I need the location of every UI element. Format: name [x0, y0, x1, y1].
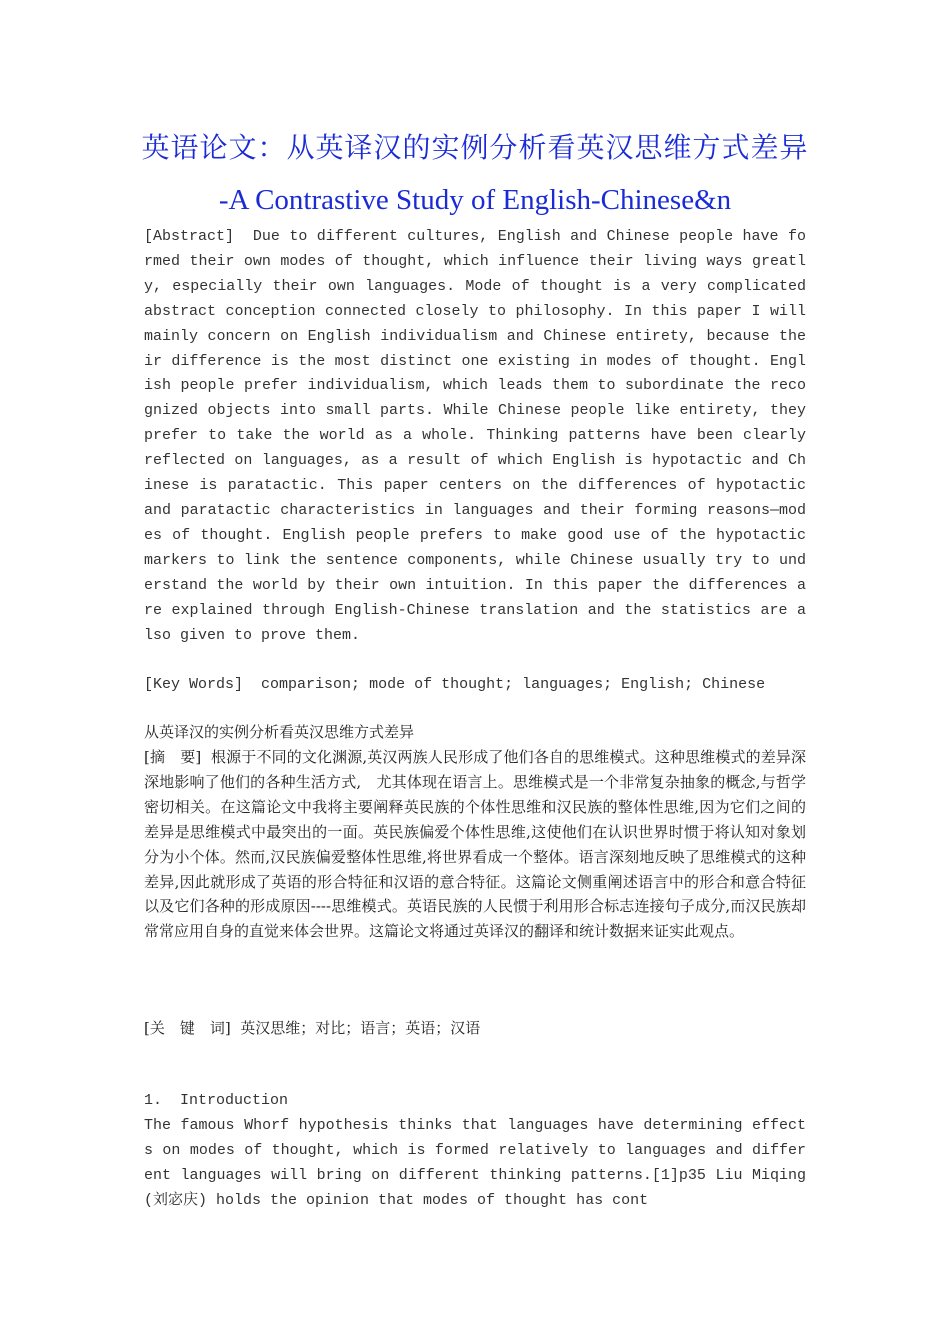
english-keywords [144, 673, 806, 698]
chinese-keywords-label: [关 键 词] [144, 1019, 231, 1037]
abstract-label: [Abstract] [144, 228, 235, 245]
english-subtitle: -A Contrastive Study of English-Chinese&n [218, 184, 732, 216]
chinese-keywords-text: 英汉思维；对比；语言；英语；汉语 [240, 1019, 481, 1037]
chinese-abstract-label: [摘 要] [144, 748, 202, 766]
abstract-text: Due to different cultures, English and Chinese people have formed their own modes of thought, which influence their living ways greatly, especially their own languages. Mode of thought is a very complicated abstract conception connected closely to philosophy. In this paper I will mainly concern on English individualism and Chinese entirety, because their difference is the most distinct one existing in modes of thought. English people prefer individualism, which leads them to subordinate the recognized objects into small parts. While Chinese people like entirety, they prefer to take the world as a whole. Thinking patterns have been clearly reflected on languages, as a result of which English is hypotactic and Chinese is paratactic. This paper centers on the differences of hypotactic and paratactic characteristics in languages and their forming reasons—modes of thought. English people prefers to make good use of the hypotactic markers to link the sentence components, while Chinese usually try to understand the world by their own intuition. In this paper the differences are explained through English-Chinese translation and the statistics are also given to prove them. [144, 228, 806, 644]
chinese-abstract-text: 根源于不同的文化渊源,英汉两族人民形成了他们各自的思维模式。这种思维模式的差异深深地影响了他们的各种生活方式, 尤其体现在语言上。思维模式是一个非常复杂抽象的概念,与哲学密切相关。在这篇论文中我将主要阐释英民族的个体性思维和汉民族的整体性思维,因为它们之间的差异是思维模式中最突出的一面。英民族偏爱个体性思维,这使他们在认识世界时惯于将认知对象划分为小个体。然而,汉民族偏爱整体性思维,将世界看成一个整体。语言深刻地反映了思维模式的这种差异,因此就形成了英语的形合特征和汉语的意合特征。这篇论文侧重阐述语言中的形合和意合特征以及它们各种的形成原因----思维模式。英语民族的人民惯于利用形合标志连接句子成分,而汉民族却常常应用自身的直觉来体会世界。这篇论文将通过英译汉的翻译和统计数据来证实此观点。 [144, 748, 806, 941]
introduction-heading: 1. Introduction [144, 1092, 289, 1109]
chinese-section-title: 从英译汉的实例分析看英汉思维方式差异 [144, 723, 415, 741]
chinese-title: 英语论文：从英译汉的实例分析看英汉思维方式差异 [141, 131, 809, 164]
introduction-body: The famous Whorf hypothesis thinks that languages have determining effects on modes of thought, which is formed relatively to languages and different languages will bring on different thinking patterns.[1]p35 Liu Miqing(刘宓庆) holds the opinion that modes of thought has cont [144, 1117, 806, 1209]
keywords-label: [Key Words] [144, 676, 244, 693]
english-abstract [144, 225, 806, 648]
keywords-text: comparison; mode of thought; languages; English; Chinese [261, 676, 766, 693]
chinese-keywords [144, 1016, 806, 1041]
chinese-abstract [144, 745, 806, 944]
